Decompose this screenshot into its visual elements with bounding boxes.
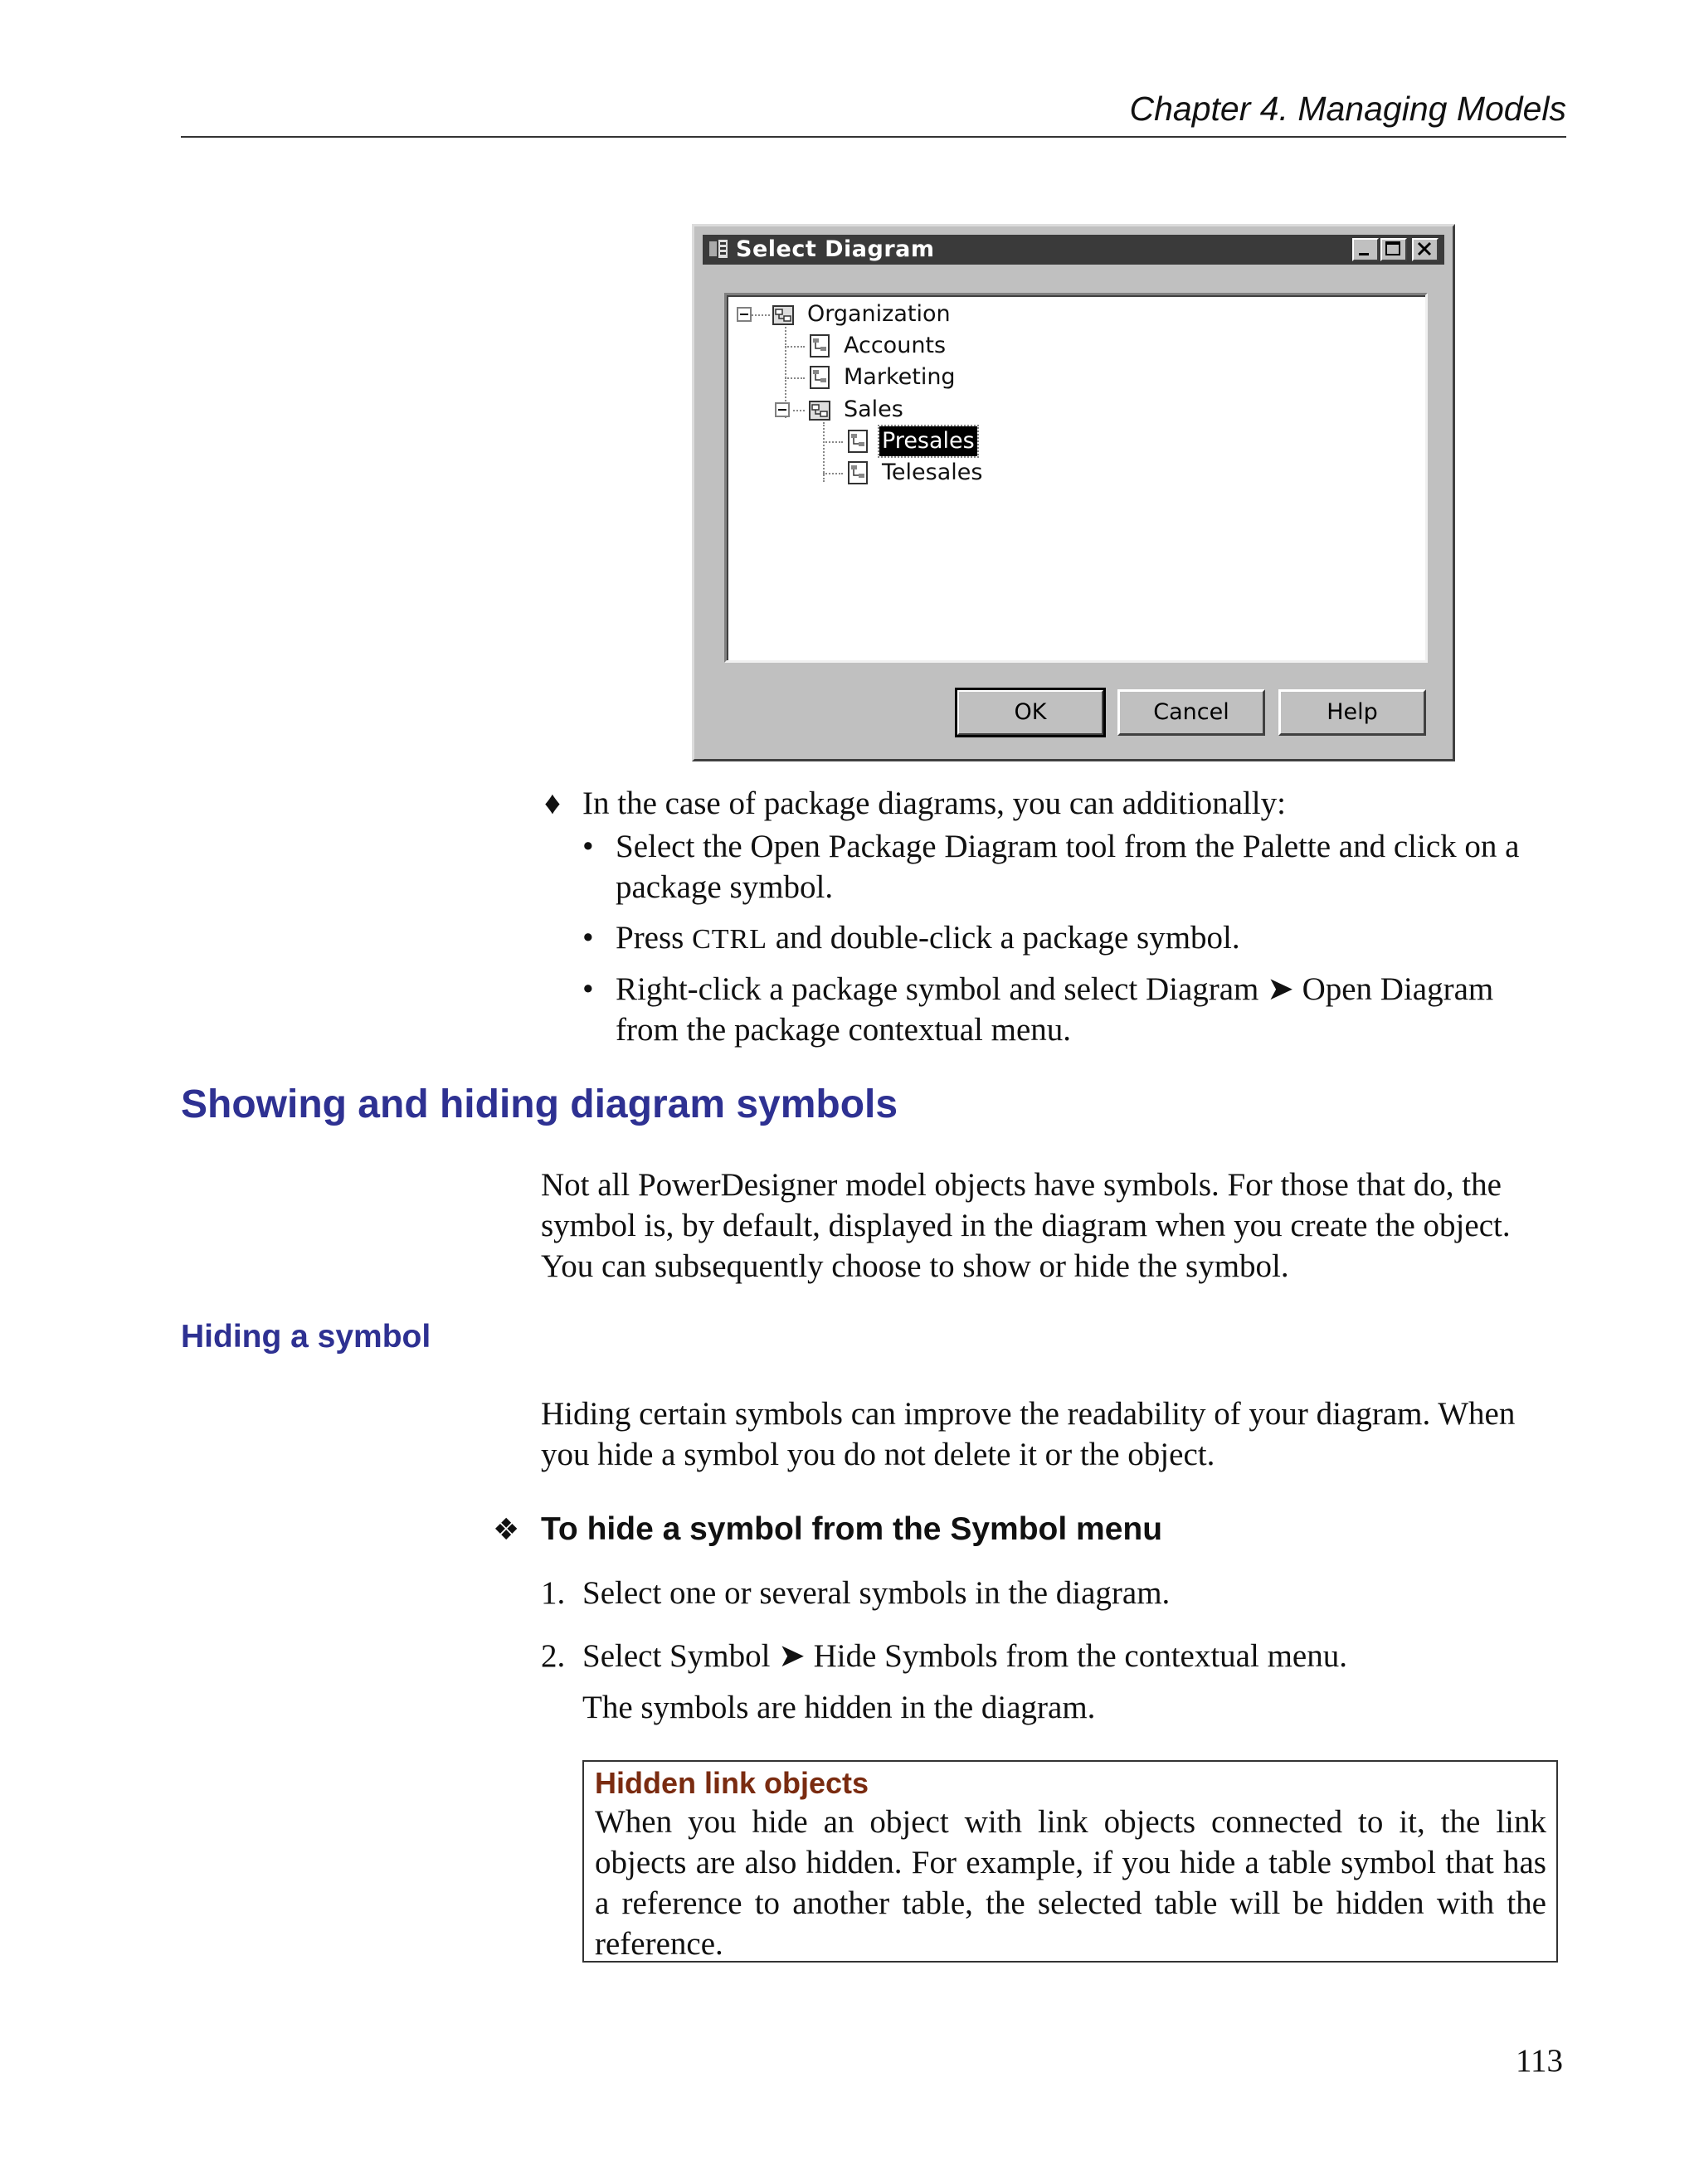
cancel-button[interactable]: Cancel <box>1117 689 1265 736</box>
collapse-organization-toggle[interactable] <box>737 307 752 322</box>
step-result: The symbols are hidden in the diagram. <box>582 1690 1096 1725</box>
minimize-button[interactable] <box>1352 238 1379 261</box>
diagram-icon <box>845 428 871 455</box>
package-icon <box>770 301 796 328</box>
diagram-icon <box>806 364 833 391</box>
step-number: 2. <box>541 1638 566 1674</box>
maximize-icon <box>1382 240 1405 260</box>
tree-node-label: Marketing <box>844 364 956 390</box>
step-text: Select Symbol ➤ Hide Symbols from the contextual menu. <box>582 1638 1347 1674</box>
diamond-bullet: ♦ <box>544 786 561 821</box>
section-paragraph: Not all PowerDesigner model objects have symbols. For those that do, the symbol is, by default, displayed in the diagram when you create the object. You can subsequently choose to show or hide the symbol. <box>541 1167 1511 1284</box>
close-icon <box>1414 240 1437 260</box>
bullet-item-3: Right-click a package symbol and select Diagram ➤ Open Diagram from the package contextual menu. <box>616 971 1494 1048</box>
ok-button[interactable]: OK <box>957 689 1104 736</box>
dialog-title: Select Diagram <box>736 236 935 262</box>
diagram-icon <box>845 460 871 486</box>
package-intro: In the case of package diagrams, you can additionally: <box>582 786 1286 821</box>
subsection-paragraph: Hiding certain symbols can improve the readability of your diagram. When you hide a symbol you do not delete it or the object. <box>541 1396 1516 1472</box>
note-text: When you hide an object with link objects connected to it, the link objects are also hidden. For example, if you hide a table symbol that has a reference to another table, the selected table will be hidden with the reference. <box>595 1804 1546 1962</box>
select-diagram-dialog <box>692 224 1455 761</box>
collapse-sales-toggle[interactable] <box>775 402 790 417</box>
bullet-dot: • <box>582 829 594 864</box>
chapter-title: Chapter 4. Managing Models <box>1129 90 1566 128</box>
tree-node-label: Presales <box>879 426 977 456</box>
page-number: 113 <box>1515 2043 1563 2079</box>
procedure-title: To hide a symbol from the Symbol menu <box>541 1511 1163 1547</box>
subsection-title: Hiding a symbol <box>181 1319 431 1355</box>
running-header <box>181 90 1566 138</box>
tree-node-label: Accounts <box>844 333 947 358</box>
section-title: Showing and hiding diagram symbols <box>181 1082 898 1126</box>
bullet-dot: • <box>582 920 594 956</box>
note-title: Hidden link objects <box>595 1766 869 1800</box>
bullet-item-2: Press CTRL and double-click a package symbol. <box>616 920 1240 956</box>
dialog-title-bar <box>703 235 1444 265</box>
step-text: Select one or several symbols in the diagram. <box>582 1575 1171 1611</box>
tree-node-label: Sales <box>844 396 903 422</box>
maximize-button[interactable] <box>1380 238 1407 261</box>
app-icon <box>708 238 729 260</box>
diagram-icon <box>806 333 833 359</box>
package-icon <box>806 396 833 423</box>
bullet-dot: • <box>582 971 594 1007</box>
note-box <box>582 1760 1558 1963</box>
bullet-item-1: Select the Open Package Diagram tool from the Palette and click on a package symbol. <box>616 829 1520 905</box>
step-number: 1. <box>541 1575 566 1611</box>
procedure-marker: ❖ <box>493 1513 520 1547</box>
ctrl-key: CTRL <box>692 924 767 955</box>
minimize-icon <box>1354 240 1377 260</box>
tree-node-label: Organization <box>807 301 951 327</box>
close-button[interactable] <box>1412 238 1439 261</box>
help-button[interactable]: Help <box>1278 689 1426 736</box>
diagram-tree[interactable] <box>724 293 1428 663</box>
tree-node-label: Telesales <box>882 460 983 485</box>
